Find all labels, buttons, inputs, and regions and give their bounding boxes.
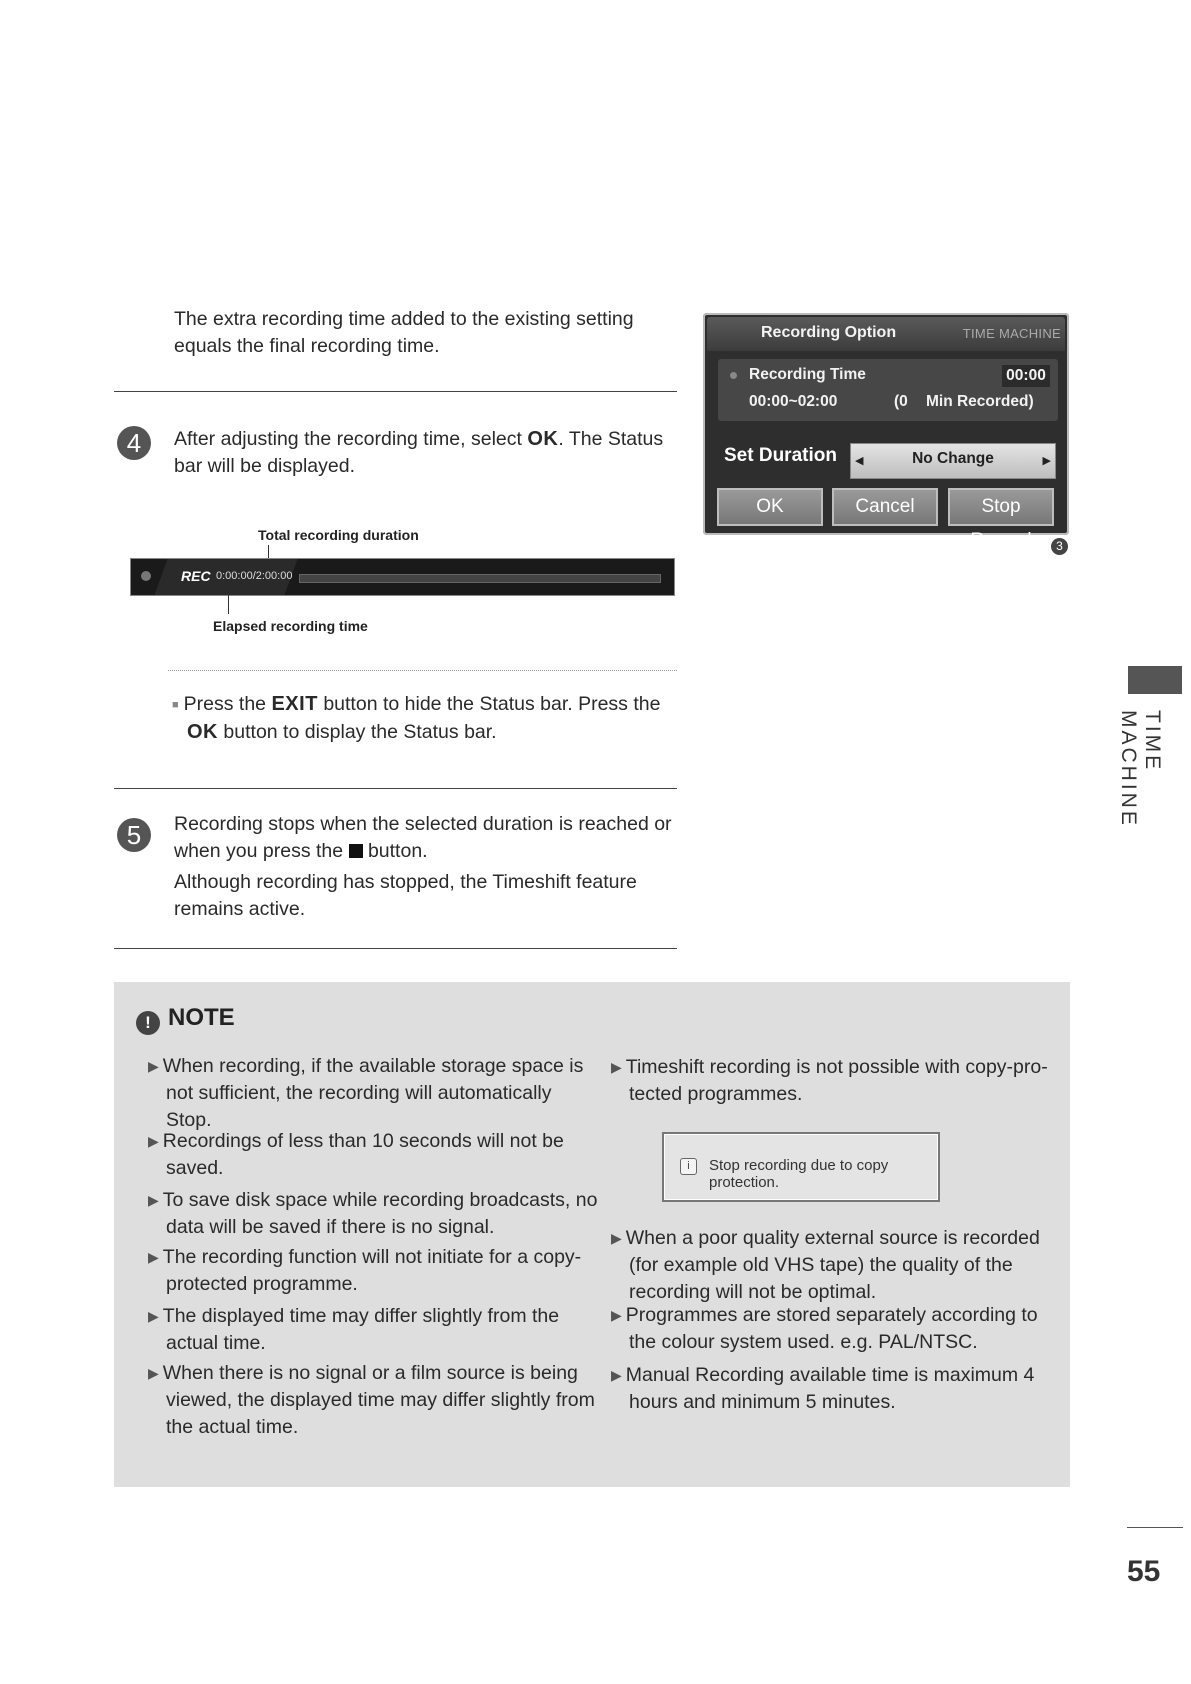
note-box	[114, 982, 1070, 1487]
dotted-divider	[168, 670, 677, 671]
duration-select[interactable]	[850, 443, 1056, 479]
bullet-arrow-icon: ▶	[148, 1133, 159, 1149]
bullet-arrow-icon: ▶	[148, 1192, 159, 1208]
note-item	[148, 1303, 559, 1357]
info-icon: i	[680, 1158, 697, 1175]
status-bar	[130, 558, 675, 596]
bullet-arrow-icon: ▶	[611, 1059, 622, 1075]
note-line: not sufficient, the recording will automatically	[166, 1082, 552, 1104]
bullet-arrow-icon: ▶	[611, 1307, 622, 1323]
step-5-line-1: Recording stops when the selected duration is reached or	[174, 813, 672, 835]
bullet-arrow-icon: ▶	[611, 1230, 622, 1246]
dialog-title: Recording Option	[761, 324, 897, 341]
section-label: TIME MACHINE	[1117, 710, 1164, 828]
step-4-post: . The Status	[558, 428, 664, 450]
duration-value: No Change	[912, 450, 994, 467]
recording-time-label: Recording Time	[749, 366, 866, 383]
recording-range: 00:00~02:00	[749, 393, 838, 410]
note-line: the colour system used. e.g. PAL/NTSC.	[629, 1331, 978, 1353]
note-item	[611, 1225, 1040, 1306]
note-line: recording will not be optimal.	[629, 1281, 877, 1303]
note-line: data will be saved if there is no signal.	[166, 1216, 495, 1238]
note-line: tected programmes.	[629, 1083, 803, 1105]
ok-key: OK	[527, 428, 559, 450]
note-item	[148, 1187, 597, 1241]
bullet-arrow-icon: ▶	[148, 1058, 159, 1074]
total-duration-label: Total recording duration	[258, 527, 419, 543]
bullet-arrow-icon: ▶	[148, 1365, 159, 1381]
intro-line-1: The extra recording time added to the existing setting	[174, 308, 634, 330]
rec-label: REC	[181, 568, 211, 584]
step-4-badge: 4	[117, 426, 151, 460]
intro-line-2: equals the final recording time.	[174, 335, 440, 357]
dialog-header	[707, 317, 1065, 351]
note-item	[148, 1053, 583, 1134]
tip-text	[172, 691, 660, 746]
bullet-arrow-icon: ▶	[148, 1308, 159, 1324]
step-5-line-4: remains active.	[174, 898, 306, 920]
page-number-rule	[1127, 1527, 1183, 1528]
intro-text	[174, 306, 634, 360]
divider	[114, 948, 677, 949]
note-item	[148, 1244, 581, 1298]
note-item	[148, 1360, 595, 1441]
step-4-line-2: bar will be displayed.	[174, 455, 356, 477]
bullet-arrow-icon: ▶	[611, 1367, 622, 1383]
note-line: When there is no signal or a film source is being	[162, 1362, 578, 1384]
divider	[114, 788, 677, 789]
note-line: saved.	[166, 1157, 224, 1179]
note-line: Programmes are stored separately according to	[625, 1304, 1038, 1326]
tip-post: button to display the Status bar.	[218, 721, 497, 743]
section-tab	[1128, 666, 1182, 694]
recorded-text: Min Recorded)	[926, 393, 1034, 410]
step-5-badge: 5	[117, 818, 151, 852]
note-line: The recording function will not initiate for a copy-	[162, 1246, 582, 1268]
elapsed-pointer	[228, 594, 229, 614]
divider	[114, 391, 677, 392]
arrow-right-icon[interactable]: ▶	[1042, 455, 1051, 467]
copy-protection-popup	[662, 1132, 940, 1202]
note-line: The displayed time may differ slightly from the	[162, 1305, 560, 1327]
step-5-line-2-post: button.	[362, 840, 428, 862]
progress-track	[299, 574, 661, 583]
step-5-line-2-pre: when you press the	[174, 840, 349, 862]
step-5-line-3: Although recording has stopped, the Timeshift feature	[174, 871, 637, 893]
note-line: When a poor quality external source is recorded	[625, 1227, 1040, 1249]
step-4-pre: After adjusting the recording time, select	[174, 428, 528, 450]
note-line: Manual Recording available time is maximum 4	[625, 1364, 1035, 1386]
note-line: Timeshift recording is not possible with copy-pro-	[625, 1056, 1048, 1078]
recording-time-value: 00:00	[1002, 365, 1050, 387]
bullet-arrow-icon: ▶	[148, 1249, 159, 1265]
note-title: NOTE	[168, 1004, 235, 1031]
stop-icon	[349, 844, 363, 858]
exit-key: EXIT	[271, 693, 318, 715]
tip-mid: button to hide the Status bar. Press the	[317, 693, 661, 715]
set-duration-label: Set Duration	[724, 445, 837, 466]
note-line: (for example old VHS tape) the quality of the	[629, 1254, 1013, 1276]
callout-badge: 3	[1051, 538, 1068, 555]
popup-message: Stop recording due to copy protection.	[709, 1157, 889, 1191]
note-line: actual time.	[166, 1332, 266, 1354]
note-line: the actual time.	[166, 1416, 299, 1438]
note-line: protected programme.	[166, 1273, 358, 1295]
note-item	[611, 1302, 1038, 1356]
note-item	[611, 1362, 1034, 1416]
step-5-text	[174, 811, 672, 923]
tip-pre: Press the	[183, 693, 272, 715]
bullet-square-icon: ■	[172, 699, 179, 711]
bullet-dot-icon	[730, 372, 737, 379]
note-line: To save disk space while recording broadcasts, no	[162, 1189, 598, 1211]
page-number: 55	[1127, 1555, 1161, 1588]
recorded-minutes: (0	[894, 393, 908, 410]
step-4-text	[174, 426, 663, 480]
elapsed-label: Elapsed recording time	[213, 618, 368, 634]
note-item	[148, 1128, 564, 1182]
status-time: 0:00:00/2:00:00	[216, 570, 293, 582]
record-dot-icon	[141, 571, 151, 581]
recording-option-dialog	[703, 313, 1069, 551]
dialog-tag: TIME MACHINE	[962, 326, 1061, 341]
ok-key: OK	[187, 721, 218, 743]
recording-time-panel	[718, 359, 1058, 421]
note-line: hours and minimum 5 minutes.	[629, 1391, 896, 1413]
note-line: Stop.	[166, 1109, 212, 1131]
note-line: viewed, the displayed time may differ slightly from	[166, 1389, 595, 1411]
warning-icon: !	[136, 1011, 160, 1035]
ok-button[interactable]: OK	[717, 488, 823, 526]
note-line: Recordings of less than 10 seconds will not be	[162, 1130, 564, 1152]
note-item	[611, 1054, 1048, 1108]
note-line: When recording, if the available storage space is	[162, 1055, 584, 1077]
stop-record-button[interactable]: Stop Record	[948, 488, 1054, 526]
arrow-left-icon[interactable]: ◀	[855, 455, 864, 467]
cancel-button[interactable]: Cancel	[832, 488, 938, 526]
